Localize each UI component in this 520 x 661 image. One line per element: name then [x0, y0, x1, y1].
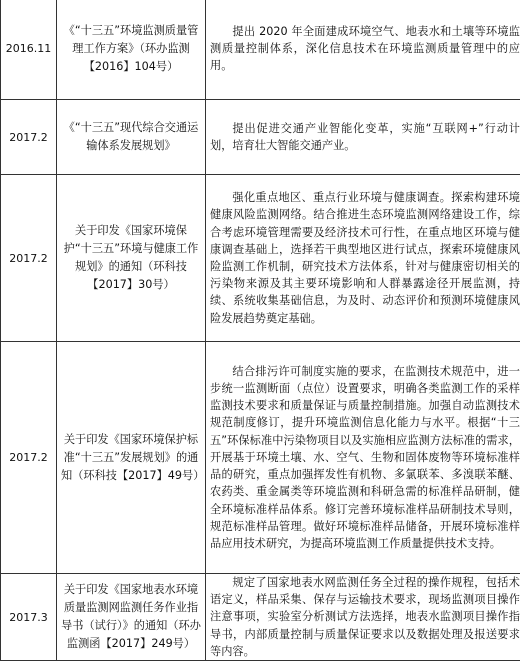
date-cell: 2017.2 — [1, 342, 57, 574]
content-cell — [206, 100, 520, 175]
document-name-cell: 关于印发《国家环境保护“十三五”环境与健康工作规划》的通知（环科技【2017】30号） — [57, 175, 206, 342]
document-name-cell: 《“十三五”环境监测质量管理工作方案》（环办监测【2016】104号） — [57, 0, 206, 100]
content-text: 结合排污许可制度实施的要求，在监测技术规范中，进一步统一监测断面（点位）设置要求，明确各类监测工作的采样监测技术要求和质量保证与质量控制措施。加强自动监测技术规范制度修订，提升环境监测信息化能力与水平。根据“十三五”环保标准中污染物项目以及实施相应监测方法标准的需求，开展基于环境土壤、水、空气、生物和固体废物等环境标准样品的研究，重点加强挥发性有机物、多氯联苯、多溴联苯醚、农药类、重金属类等环境监测和科研急需的标准样品研制，健全环境标准样品体系。修订完善环境标准样品研制技术导则，规范标准样品管理。做好环境标准样品储备，开展环境标准样品应用技术研究，为提高环境监测工作质量提供技术支持。 — [210, 363, 520, 552]
document-name-cell: 《“十三五”现代综合交通运输体系发展规划》 — [57, 100, 206, 175]
content-text: 提出促进交通产业智能化变革，实施“互联网+”行动计划，培育壮大智能交通产业。 — [210, 120, 520, 154]
table-row — [1, 342, 520, 574]
content-cell — [206, 175, 520, 342]
date-cell: 2016.11 — [1, 0, 57, 100]
table-row — [1, 574, 520, 661]
content-cell — [206, 0, 520, 100]
content-cell — [206, 574, 520, 661]
content-text: 提出 2020 年全面建成环境空气、地表水和土壤等环境监测质量控制体系，深化信息技术在环境监测质量管理中的应用。 — [210, 23, 520, 75]
table-row — [1, 0, 520, 100]
date-cell: 2017.2 — [1, 175, 57, 342]
content-text: 强化重点地区、重点行业环境与健康调查。探索构建环境健康风险监测网络。结合推进生态环境监测网络建设工作，综合考虑环境管理需要及经济技术可行性，在重点地区环境与健康调查基础上，选择若干典型地区进行试点，探索环境健康风险监测工作机制，研究技术方法体系，针对与健康密切相关的污染物来源及其主要环境影响和人群暴露途径开展监测，持续、系统收集基础信息，为及时、动态评价和预测环境健康风险发展趋势奠定基础。 — [210, 189, 520, 327]
content-cell — [206, 342, 520, 574]
document-name-cell: 关于印发《国家环境保护标准“十三五”发展规划》的通知（环科技【2017】49号） — [57, 342, 206, 574]
date-cell: 2017.3 — [1, 574, 57, 661]
document-name-cell: 关于印发《国家地表水环境质量监测网监测任务作业指导书（试行）》的通知（环办监测函【2017】249号） — [57, 574, 206, 661]
table-row — [1, 100, 520, 175]
table-row — [1, 175, 520, 342]
date-cell: 2017.2 — [1, 100, 57, 175]
content-text: 规定了国家地表水网监测任务全过程的操作规程，包括术语定义，样品采集、保存与运输技术要求，现场监测项目操作注意事项，实验室分析测试方法选择，地表水监测项目操作指导书，内部质量控制与质量保证要求以及数据处理及报送要求等内容。 — [210, 574, 520, 660]
